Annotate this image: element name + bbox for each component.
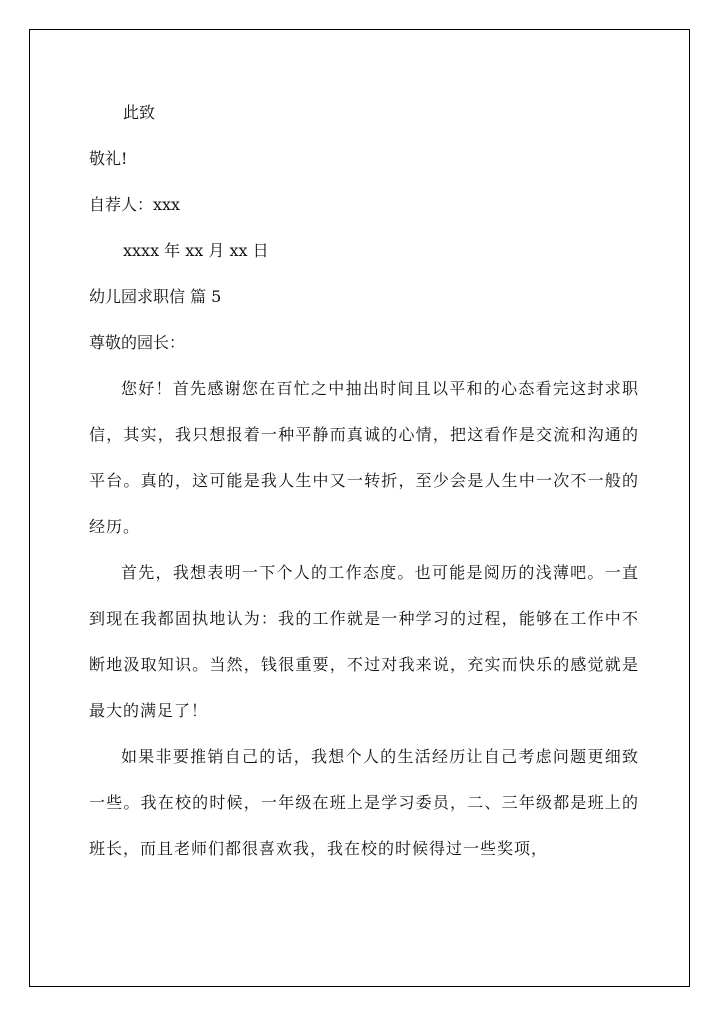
paragraph-2: 首先，我想表明一下个人的工作态度。也可能是阅历的浅薄吧。一直到现在我都固执地认为：我的工作就是一种学习的过程，能够在工作中不断地汲取知识。当然，钱很重要，不过对我来说，充实而快乐的感觉就是最大的满足了！	[89, 563, 639, 720]
paragraph-3: 如果非要推销自己的话，我想个人的生活经历让自己考虑问题更细致一些。我在校的时候，一年级在班上是学习委员，二、三年级都是班上的班长，而且老师们都很喜欢我，我在校的时候得过一些奖项，	[89, 747, 639, 858]
greeting-line: 尊敬的园长：	[89, 333, 186, 352]
section-title: 幼儿园求职信 篇 5	[89, 287, 222, 306]
date-line: xxxx 年 xx 月 xx 日	[123, 241, 269, 260]
closing-line: 此致	[123, 103, 156, 122]
paragraph-1: 您好！首先感谢您在百忙之中抽出时间且以平和的心态看完这封求职信，其实，我只想报着一种平静而真诚的心情，把这看作是交流和沟通的平台。真的，这可能是我人生中又一转折，至少会是人生中一次不一般的经历。	[89, 379, 639, 536]
salute-line: 敬礼!	[89, 149, 128, 168]
letter-body	[89, 90, 639, 872]
signer-line: 自荐人：xxx	[89, 195, 181, 214]
